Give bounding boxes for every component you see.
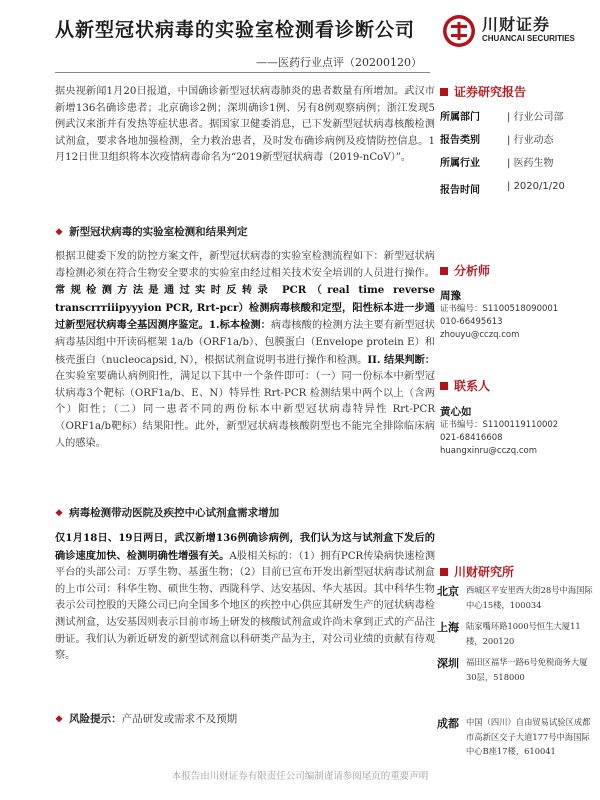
analyst-name: 周豫 xyxy=(440,290,461,302)
section1-paragraph xyxy=(55,249,435,452)
diamond-icon: ❖ xyxy=(55,228,64,238)
section2-text-b: A股相关标的：（1）拥有PCR传染病快速检测平台的头部公司：万孚生物、基蛋生物；（2）目前已宣布开发出新型冠状病毒试剂盒的上市公司：科华生物、硕世生物、西陇科学、达安基因、华大基因。其中科华生物表示公司控股的天隆公司已向全国多个地区的疾控中心供应其研发生产的冠状病毒检测试剂盒，达安基因则表示目前市场上研发的核酸试剂盒或许尚未拿到正式的产品注册证。我们认为新近研发的新型试剂盒以科研类产品为主，对公司业绩的贡献有待观察。 xyxy=(55,550,436,662)
office-address-shanghai: 陆家嘴环路1000号恒生大厦11楼，200120 xyxy=(466,621,581,646)
contact-card xyxy=(440,404,558,458)
section1-text-d: II. 结果判断： xyxy=(367,353,435,366)
diamond-icon: ❖ xyxy=(55,715,64,725)
office-address-chengdu: 中国（四川）自由贸易试验区成都市高新区交子大道177号中海国际中心B座17楼，610041 xyxy=(466,717,591,756)
page-footer: 本报告由川财证券有限责任公司编制谨请参阅尾页的重要声明 xyxy=(171,771,429,782)
contact-name: 黄心如 xyxy=(440,406,472,418)
section1-heading xyxy=(55,224,248,239)
company-logo xyxy=(442,12,592,48)
info-value: | 医药生物 xyxy=(507,158,554,169)
report-type-heading xyxy=(440,83,526,100)
section1-text-a: 根据卫健委下发的防控方案文件，新型冠状病毒的实验室检测流程如下：新型冠状病毒检测必须在符合生物安全要求的实验室由经过相关技术安全培训的人员进行操作。 xyxy=(55,251,435,279)
section1-text-b: 常规检测方法是通过实时反转录 PCR（real time reverse transcrrriiipyyyion PCR, Rrt-pcr）检测病毒核酸和定型，阳性标本进一步通过新型冠状病毒全基因测序鉴定。1.标本检测： xyxy=(55,284,435,332)
analyst-cert: 证书编号：S1100518090001 xyxy=(440,304,559,314)
analyst-card xyxy=(440,288,558,342)
risk-heading-text: 风险提示： xyxy=(69,713,122,725)
contact-heading-text: 联系人 xyxy=(454,379,491,393)
section2-heading xyxy=(55,505,279,520)
analyst-heading xyxy=(440,262,490,279)
diamond-icon: ❖ xyxy=(55,509,64,519)
info-key: 报告时间 xyxy=(440,185,480,196)
info-key: 所属行业 xyxy=(440,158,480,169)
info-value: | 2020/1/20 xyxy=(507,181,565,192)
section1-heading-text: 新型冠状病毒的实验室检测和结果判定 xyxy=(69,226,248,238)
analyst-phone: 010-66495613 xyxy=(440,317,503,327)
section2-heading-text: 病毒检测带动医院及疾控中心试剂盒需求增加 xyxy=(69,507,280,519)
office-address-shenzhen: 福田区福华一路6号免税商务大厦30层，518000 xyxy=(466,657,588,682)
contact-heading xyxy=(440,377,490,394)
section2-text-a: 仅1月18日、19日两日，武汉新增136例确诊病例，我们认为这与试剂盒下发后的确诊速度加快、检测明确性增强有关。 xyxy=(55,532,435,562)
section1-text-c: 病毒核酸的检测方法主要有新型冠状病毒基因组中开读码框架 1a/b（ORF1a/b）、包膜蛋白（Envelope protein E）和核壳蛋白（nucleocapsid, N），根据试剂盒说明书进行操作和检测。 xyxy=(55,320,435,366)
title-divider xyxy=(55,72,430,73)
square-bullet-icon xyxy=(440,568,448,576)
intro-paragraph: 据央视新闻1月20日报道，中国确诊新型冠状病毒肺炎的患者数量有所增加。武汉市新增136名确诊患者；北京确诊2例；深圳确诊1例、另有8例观察病例；浙江发现5例武汉来浙并有发热等症状患者。据国家卫健委消息，已下发新型冠状病毒核酸检测试剂盒，要求各地加强检测，全力救治患者，及时发布确诊病例及疫情防控信息。1月12日世卫组织将本次疫情病毒命名为“2019新型冠状病毒（2019-nCoV）”。 xyxy=(55,86,435,164)
analyst-email[interactable]: zhouyu@cczq.com xyxy=(440,330,520,340)
office-address-beijing: 西城区平安里西大街28号中海国际中心15楼，100034 xyxy=(466,585,593,610)
chuancai-logo-icon xyxy=(442,14,476,48)
risk-heading xyxy=(55,711,237,726)
contact-email[interactable]: huangxinru@cczq.com xyxy=(440,446,537,456)
institute-heading xyxy=(440,563,514,580)
info-value: | 行业动态 xyxy=(507,135,554,146)
contact-cert: 证书编号：S1100119110002 xyxy=(440,420,559,430)
section1-text-e: 在实验室要确认病例阳性，满足以下其中一个条件即可：（一）同一份标本中新型冠状病毒3个靶标（ORF1a/b、E、N）特异性 Rrt-PCR 检测结果中两个以上（含两个）阳性；（二）同一患者不同的两份标本中新型冠状病毒特异性 Rrt-PCR（ORF1a/b靶标）结果阳性。此外，新型冠状病毒核酸阴型也不能完全排除临床病人的感染。 xyxy=(55,371,435,449)
report-type-text: 证券研究报告 xyxy=(454,85,527,99)
risk-text: 产品研发或需求不及预期 xyxy=(121,713,238,725)
square-bullet-icon xyxy=(440,382,448,390)
analyst-heading-text: 分析师 xyxy=(454,264,491,278)
institute-heading-text: 川财研究所 xyxy=(454,565,515,579)
report-title: 从新型冠状病毒的实验室检测看诊断公司 xyxy=(55,19,416,41)
square-bullet-icon xyxy=(440,267,448,275)
report-subtitle: ——医药行业点评（20200120） xyxy=(256,56,422,69)
logo-name-cn: 川财证券 xyxy=(482,15,551,34)
office-city-beijing: 北京 xyxy=(437,585,459,598)
contact-phone: 021-68416608 xyxy=(440,433,503,443)
logo-name-en: CHUANCAI SECURITIES xyxy=(482,34,575,43)
office-city-shenzhen: 深圳 xyxy=(437,657,459,670)
office-city-shanghai: 上海 xyxy=(437,621,459,634)
info-key: 所属部门 xyxy=(440,112,480,123)
square-bullet-icon xyxy=(440,88,448,96)
office-city-chengdu: 成都 xyxy=(437,717,459,730)
info-value: | 行业公司部 xyxy=(507,112,564,123)
info-key: 报告类别 xyxy=(440,135,480,146)
section2-paragraph xyxy=(55,530,435,665)
